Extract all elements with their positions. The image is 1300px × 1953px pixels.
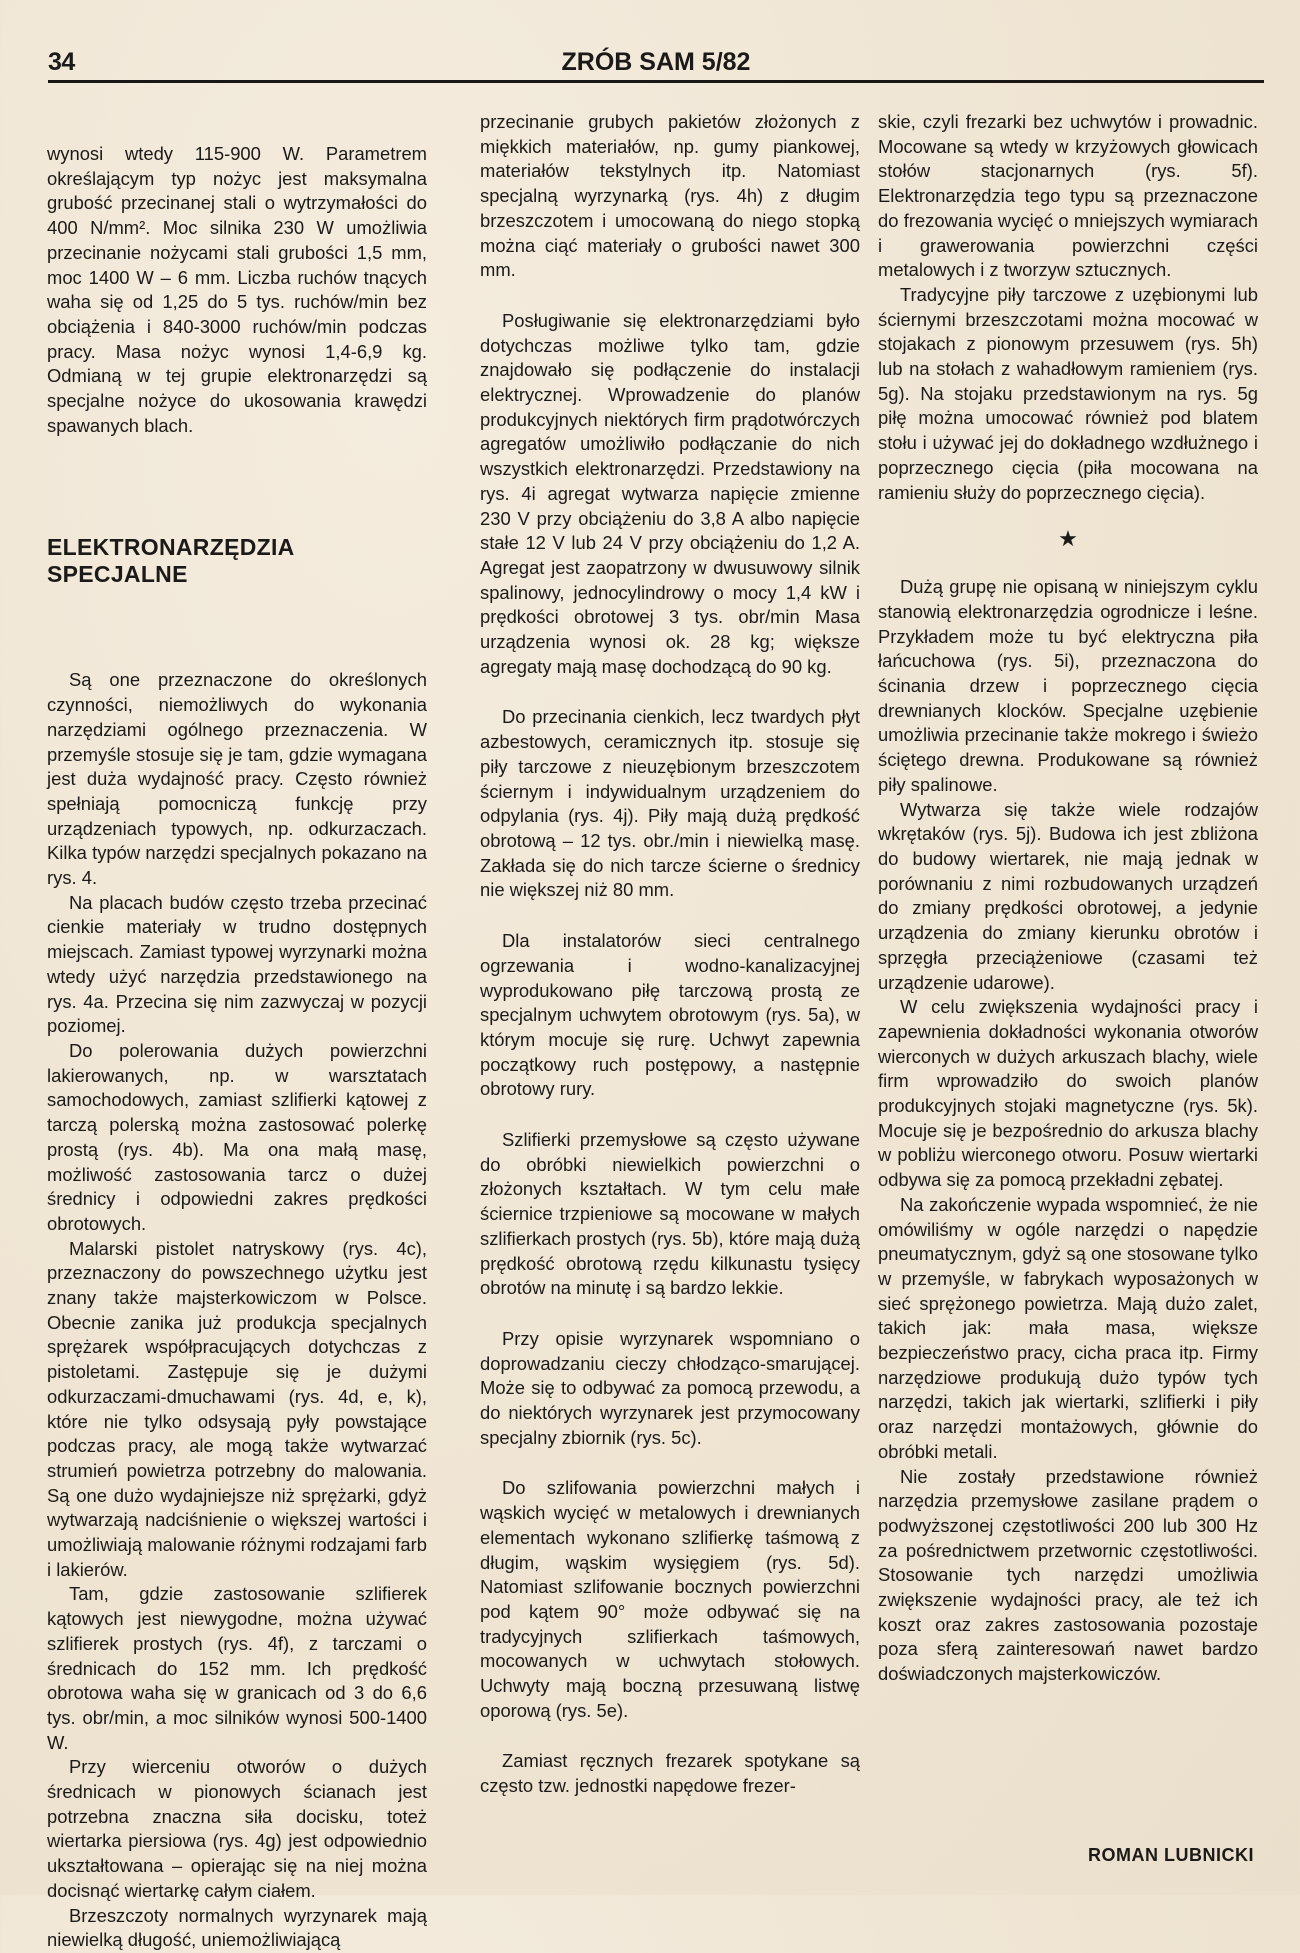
- paragraph: Na placach budów często trzeba przecinać cienkie materiały w trudno dostępnych miejscach. Zamiast typowej wyrzynarki można wtedy użyć narzędzia przedstawionego na rys. 4a. Przecina się nim zazwyczaj w pozycji poziomej.: [47, 891, 427, 1037]
- paragraph: Do szlifowania powierzchni małych i wąskich wycięć w metalowych i drewnianych elementach wykonano szlifierkę taśmową z długim, wąskim wysięgiem (rys. 5d). Natomiast szlifowanie bocznych powierzchni pod kątem 90° może odbywać się na tradycyjnych szlifierkach taśmowych, mocowanych w uchwytach stołowych. Uchwyty mają boczną przesuwaną listwę oporową (rys. 5e).: [480, 1477, 860, 1721]
- paragraph: Do polerowania dużych powierzchni lakierowanych, np. w warsztatach samochodowych, zamiast szlifierki kątowej z tarczą polerską można zastosować polerkę prostą (rys. 4b). Ma ona małą masę, możliwość zastosowania tarcz o dużej średnicy i odpowiedni zakres prędkości obrotowych.: [47, 1039, 427, 1234]
- paragraph: Malarski pistolet natryskowy (rys. 4c), przeznaczony do powszechnego użytku jest znany także majsterkowiczom w Polsce. Obecnie zanika już produkcja specjalnych sprężarek współpracujących dotychczas z pistoletami. Zastępuje się je dużymi odkurzaczami-dmuchawami (rys. 4d, e, k), które nie tylko odsysają pyły powstające podczas pracy, ale mogą także wytwarzać strumień powietrza potrzebny do malowania. Są one dużo wydajniejsze niż sprężarki, gdyż wytwarzają nadciśnienie o większej wartości i umożliwiają malowanie różnymi rodzajami farb i lakierów.: [47, 1237, 427, 1580]
- paragraph: skie, czyli frezarki bez uchwytów i prowadnic. Mocowane są wtedy w krzyżowych głowicach stołów stacjonarnych (rys. 5f). Elektronarzędzia tego typu są przeznaczone do frezowania wycięć o mniejszych wymiarach i grawerowania powierzchni części metalowych i z tworzyw sztucznych.: [878, 111, 1258, 281]
- paragraph: Posługiwanie się elektronarzędziami było dotychczas możliwe tylko tam, gdzie znajdowało się podłączenie do instalacji elektrycznej. Wprowadzenie do planów produkcyjnych niektórych firm prądotwórczych agregatów umożliwiło podłączanie do nich wszystkich elektronarzędzi. Przedstawiony na rys. 4i agregat wytwarza napięcie zmienne 230 V przy obciążeniu do 3,8 A albo napięcie stałe 12 V lub 24 V przy obciążeniu do 1,2 A. Agregat jest zaopatrzony w dwusuwowy silnik spalinowy, jednocylindrowy o mocy 1,4 kW i prędkości obrotowej 3 tys. obr/min Masa urządzenia wynosi ok. 28 kg; większe agregaty mają masę dochodzącą do 90 kg.: [480, 309, 860, 677]
- paragraph: W celu zwiększenia wydajności pracy i zapewnienia dokładności wykonania otworów wierconych w dużych arkuszach blachy, wiele firm wprowadziło do swoich planów produkcyjnych stojaki magnetyczne (rys. 5k). Mocuje się je bezpośrednio do arkusza blachy w pobliżu wierconego otworu. Posuw wiertarki odbywa się za pomocą przekładni zębatej.: [878, 996, 1258, 1191]
- page-header: [48, 48, 1264, 82]
- article-column-1: [47, 142, 427, 1953]
- paragraph: Tradycyjne piły tarczowe z uzębionymi lub ściernymi brzeszczotami można mocować w stojakach z pionowym przesuwem (rys. 5h) lub na stołach z wahadłowym ramieniem (rys. 5g). Na stojaku przedstawionym na rys. 5g piłę można umocować również pod blatem stołu i używać jej do dokładnego wzdłużnego i poprzecznego cięcia (piła mocowana na ramieniu służy do poprzecznego cięcia).: [878, 283, 1258, 503]
- paragraph: Szlifierki przemysłowe są często używane do obróbki niewielkich powierzchni o złożonych kształtach. W tym celu małe ściernice trzpieniowe są mocowane w małych szlifierkach prostych (rys. 5b), które mają dużą prędkość obrotową rzędu kilkunastu tysięcy obrotów na minutę i są bardzo lekkie.: [480, 1129, 860, 1299]
- paragraph: Brzeszczoty normalnych wyrzynarek mają niewielką długość, uniemożliwiającą: [47, 1904, 427, 1951]
- paragraph: Na zakończenie wypada wspomnieć, że nie omówiliśmy w ogóle narzędzi o napędzie pneumatycznym, gdyż są one stosowane tylko w przemyśle, w fabrykach wyposażonych w sieć sprężonego powietrza. Mają dużo zalet, takich jak: mała masa, większe bezpieczeństwo pracy, cicha praca itp. Firmy narzędziowe produkują dużo typów tych narzędzi, takich jak wiertarki, szlifierki i piły oraz narzędzi montażowych, głównie do obróbki metali.: [878, 1193, 1258, 1462]
- paragraph: Dużą grupę nie opisaną w niniejszym cyklu stanowią elektronarzędzia ogrodnicze i leśne. Przykładem może tu być elektryczna piła łańcuchowa (rys. 5i), przeznaczona do ścinania drzew i poprzecznego cięcia drewnianych klocków. Specjalne uzębienie umożliwia przecinanie także mokrego i świeżo ściętego drewna. Produkowane są również piły spalinowe.: [878, 576, 1258, 795]
- section-heading-line-2: SPECJALNE: [47, 561, 188, 588]
- article-column-2: [480, 110, 860, 1799]
- paragraph: wynosi wtedy 115-900 W. Parametrem określającym typ nożyc jest maksymalna grubość przecinanej stali o wytrzymałości do 400 N/mm². Moc silnika 230 W umożliwia przecinanie nożycami stali grubości 1,5 mm, moc 1400 W – 6 mm. Liczba ruchów tnących waha się od 1,25 do 5 tys. ruchów/min bez obciążenia i 840-3000 ruchów/min podczas pracy. Masa nożyc wynosi 1,4-6,9 kg. Odmianą w tej grupie elektronarzędzi są specjalne nożyce do ukosowania krawędzi spawanych blach.: [47, 143, 427, 436]
- paragraph: Przy wierceniu otworów o dużych średnicach w pionowych ścianach jest potrzebna znaczna siła docisku, toteż wiertarka piersiowa (rys. 4g) jest odpowiednio ukształtowana – opierając się na niej można docisnąć wiertarkę całym ciałem.: [47, 1756, 427, 1901]
- star-separator-icon: ★: [1058, 526, 1078, 552]
- page-number: 34: [48, 48, 75, 76]
- paragraph: Wytwarza się także wiele rodzajów wkrętaków (rys. 5j). Budowa ich jest zbliżona do budowy wiertarek, nie mają jednak w porównaniu z nimi rozbudowanych urządzeń do zmiany prędkości obrotowej, a jedynie urządzenia do zmiany kierunku obrotów i sprzęgła przeciążeniowe (czasami też urządzenie udarowe).: [878, 798, 1258, 993]
- paragraph: Przy opisie wyrzynarek wspomniano o doprowadzaniu cieczy chłodząco-smarującej. Może się to odbywać za pomocą przewodu, a do niektórych wyrzynarek jest przymocowany specjalny zbiornik (rys. 5c).: [480, 1327, 860, 1448]
- paragraph: Tam, gdzie zastosowanie szlifierek kątowych jest niewygodne, można używać szlifierek prostych (rys. 4f), z tarczami o średnicach do 152 mm. Ich prędkość obrotowa waha się w granicach od 3 do 6,6 tys. obr/min, a moc silników wynosi 500-1400 W.: [47, 1583, 427, 1753]
- paragraph: Są one przeznaczone do określonych czynności, niemożliwych do wykonania narzędziami ogólnego przeznaczenia. W przemyśle stosuje się je tam, gdzie wymagana jest duża wydajność pracy. Często również spełniają pomocniczą funkcję przy urządzeniach typowych, np. odkurzaczach. Kilka typów narzędzi specjalnych pokazano na rys. 4.: [47, 669, 427, 889]
- paragraph: Nie zostały przedstawione również narzędzia przemysłowe zasilane prądem o podwyższonej częstotliwości 200 lub 300 Hz za pośrednictwem przetwornic częstotliwości. Stosowanie tych narzędzi umożliwia zwiększenie wydajności pracy, ale też ich koszt oraz zakres zastosowania pozostaje poza sferą zainteresowań nawet bardzo doświadczonych majsterkowiczów.: [878, 1465, 1258, 1685]
- section-heading: [47, 534, 427, 588]
- paragraph: Zamiast ręcznych frezarek spotykane są często tzw. jednostki napędowe frezer-: [480, 1750, 860, 1797]
- author-byline: ROMAN LUBNICKI: [1088, 1845, 1254, 1865]
- magazine-title: ZRÓB SAM 5/82: [561, 48, 751, 76]
- header-rule: [48, 80, 1264, 83]
- section-heading-line-1: ELEKTRONARZĘDZIA: [47, 534, 295, 561]
- article-column-3: [878, 110, 1258, 1687]
- paragraph: Do przecinania cienkich, lecz twardych płyt azbestowych, ceramicznych itp. stosuje się piły tarczowe z nieuzębionym brzeszczotem ściernym i indywidualnym urządzeniem do odpylania (rys. 4j). Piły mają dużą prędkość obrotową – 12 tys. obr./min i niewielką masę. Zakłada się do nich tarcze ścierne o średnicy nie większej niż 80 mm.: [480, 706, 860, 901]
- paragraph: Dla instalatorów sieci centralnego ogrzewania i wodno-kanalizacyjnej wyprodukowano piłę tarczową prostą ze specjalnym uchwytem obrotowym (rys. 5a), w którym mocuje się rurę. Uchwyt zapewnia początkowy ruch postępowy, a następnie obrotowy rury.: [480, 930, 860, 1100]
- paragraph: przecinanie grubych pakietów złożonych z miękkich materiałów, np. gumy piankowej, materiałów tekstylnych itp. Natomiast specjalną wyrzynarką (rys. 4h) z długim brzeszczotem i umocowaną do niego stopką można ciąć materiały o grubości nawet 300 mm.: [480, 111, 860, 281]
